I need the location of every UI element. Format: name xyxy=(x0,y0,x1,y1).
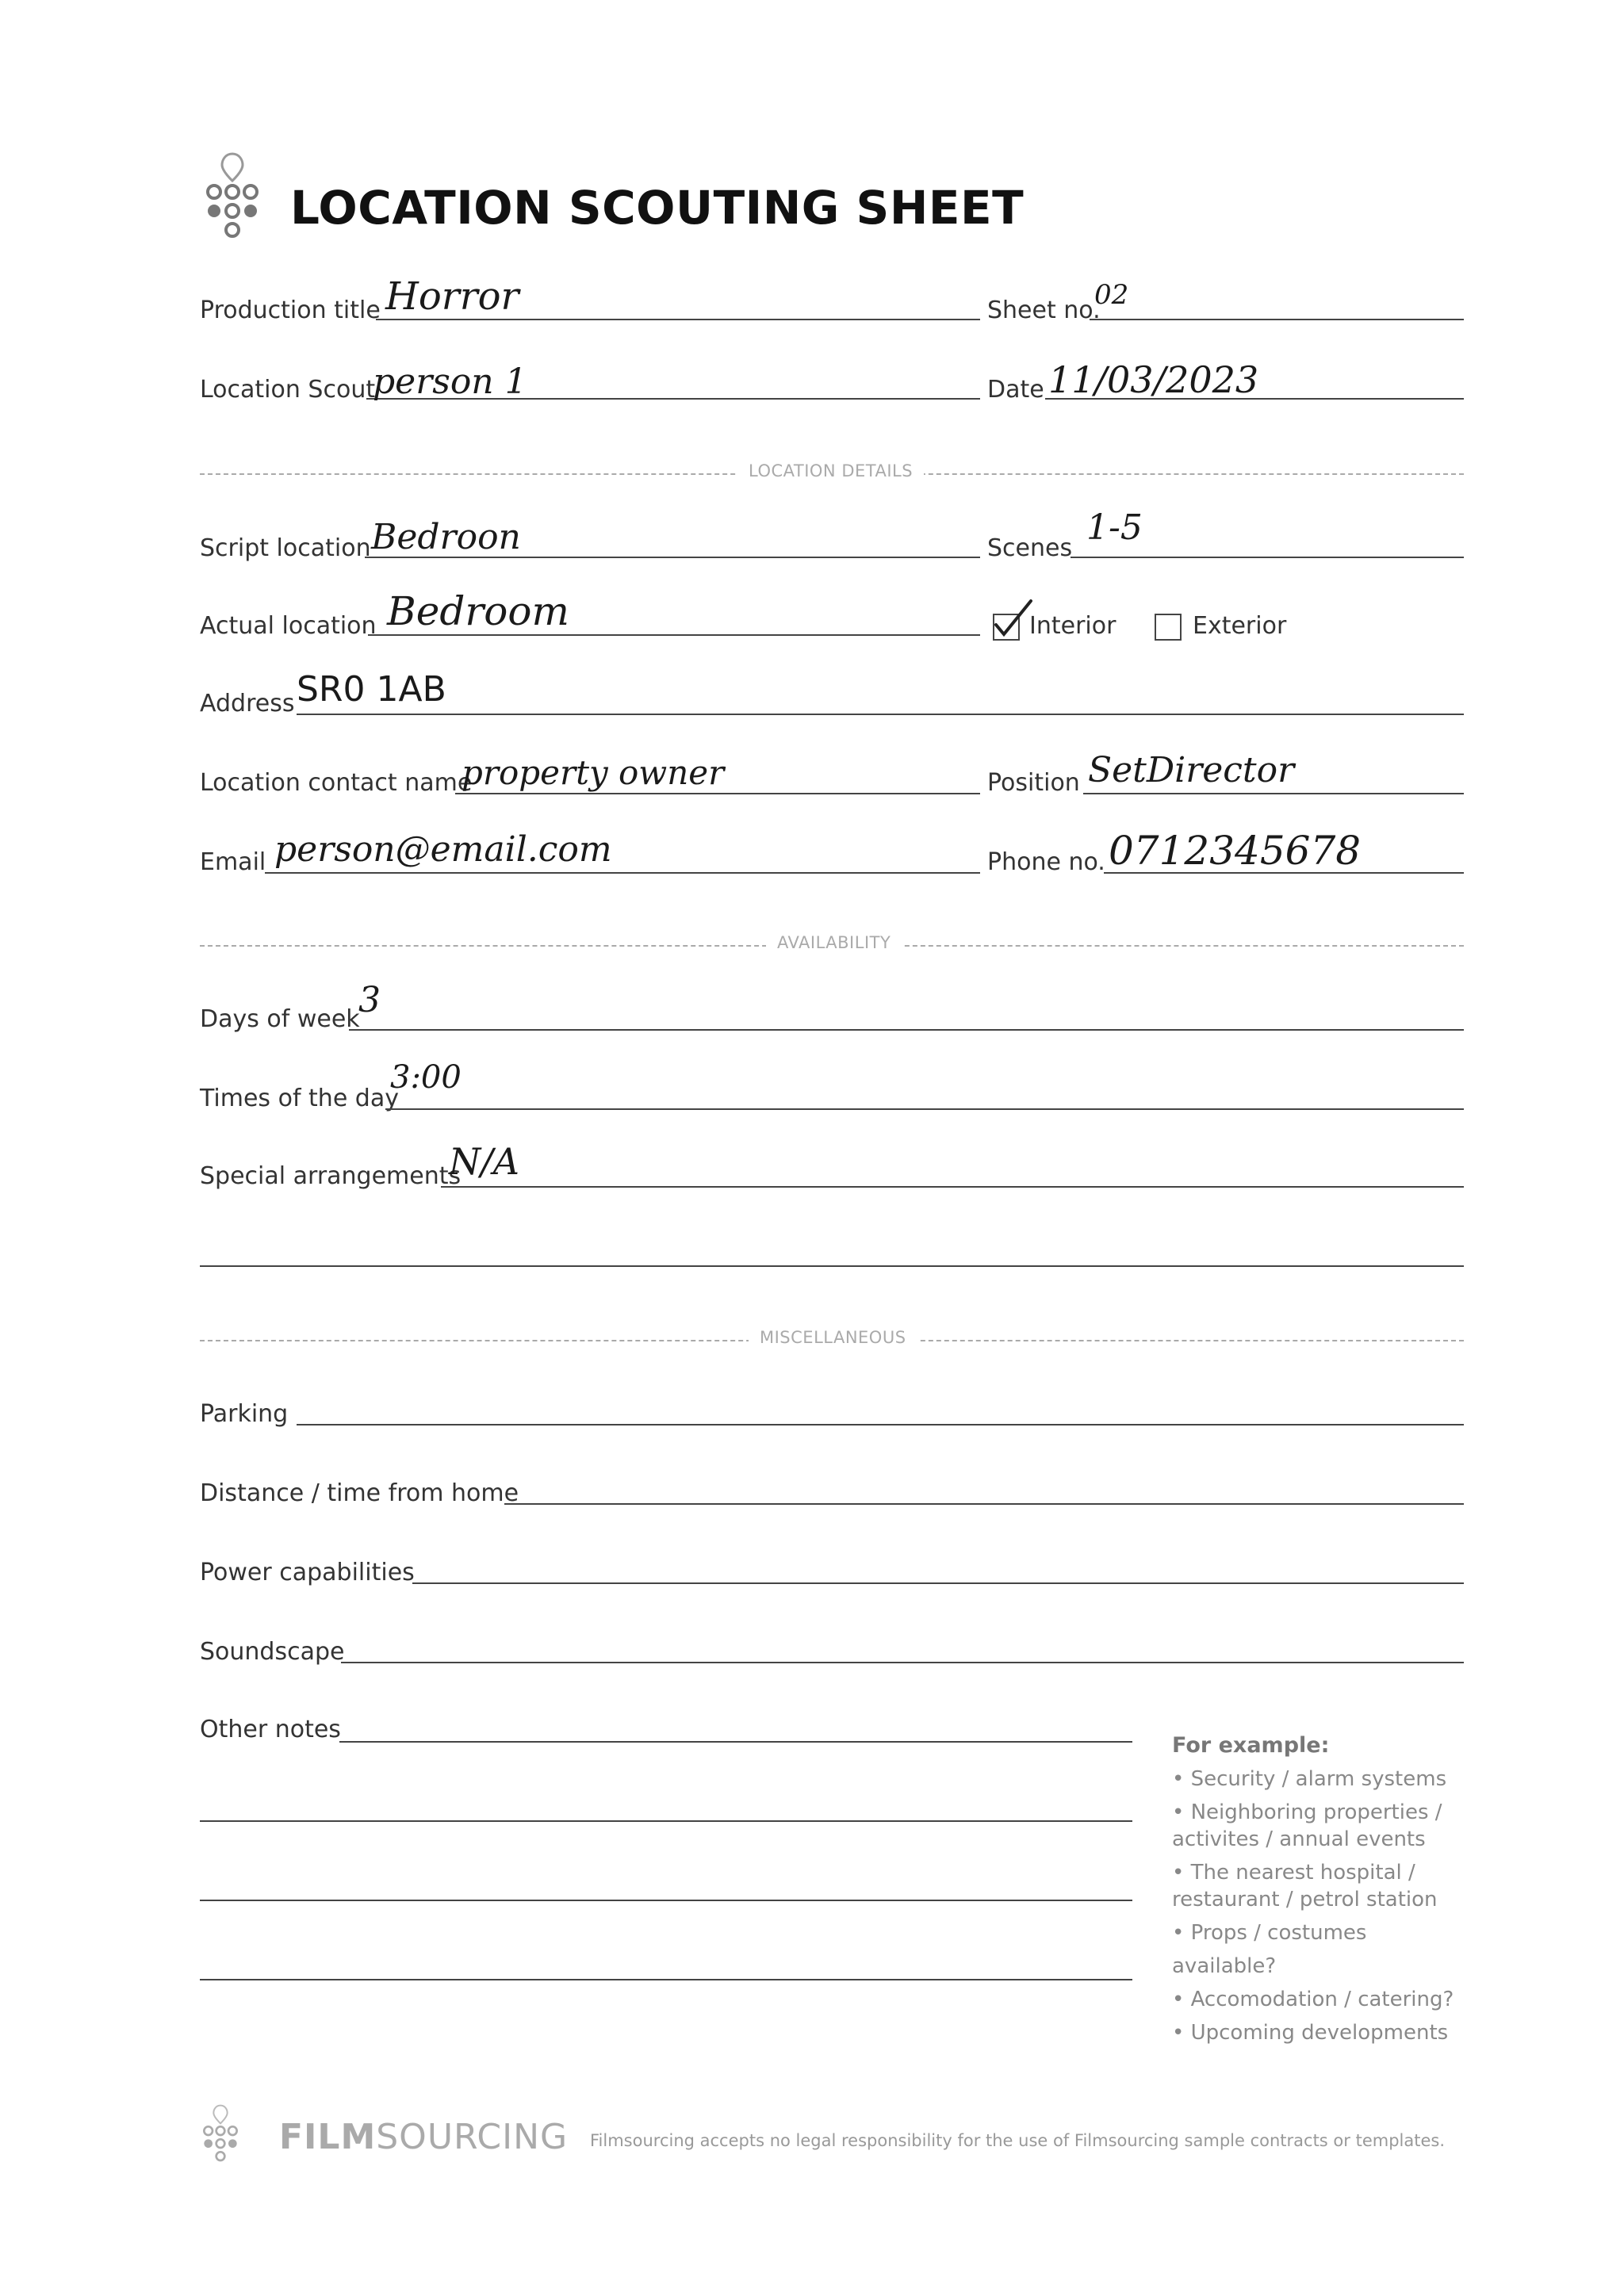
scenes-value: 1-5 xyxy=(1086,507,1143,548)
page-title: LOCATION SCOUTING SHEET xyxy=(290,181,1025,235)
actual-location-label: Actual location xyxy=(200,612,377,640)
footer-brand-bold: FILM xyxy=(279,2117,377,2157)
special-arrangements-value: N/A xyxy=(449,1140,519,1183)
example-item: • Props / costumes available? xyxy=(1172,1921,1367,1978)
example-item: • Security / alarm systems xyxy=(1172,1767,1447,1791)
contact-name-value: property owner xyxy=(462,753,725,792)
address-field[interactable] xyxy=(297,714,1464,715)
production-title-label: Production title xyxy=(200,297,381,324)
example-item: • The nearest hospital / xyxy=(1172,1861,1415,1885)
miscellaneous-heading: MISCELLANEOUS xyxy=(749,1328,917,1347)
special-arrangements-label: Special arrangements xyxy=(200,1162,462,1190)
email-field[interactable] xyxy=(265,872,980,874)
location-scout-label: Location Scout xyxy=(200,376,376,404)
footer-disclaimer: Filmsourcing accepts no legal responsibility for the use of Filmsourcing sample contracts or templates. xyxy=(590,2131,1445,2150)
days-of-week-field[interactable] xyxy=(349,1029,1464,1031)
exterior-checkbox[interactable] xyxy=(1155,614,1182,641)
examples-panel xyxy=(1172,1733,1473,2049)
other-notes-field[interactable] xyxy=(339,1741,1132,1743)
example-item: restaurant / petrol station xyxy=(1172,1888,1438,1911)
contact-name-field[interactable] xyxy=(455,793,980,794)
logo-icon xyxy=(197,151,268,246)
address-value: SR0 1AB xyxy=(297,669,446,710)
production-title-value: Horror xyxy=(385,274,519,319)
production-title-field[interactable] xyxy=(376,319,980,320)
actual-location-value: Bedroom xyxy=(387,588,569,634)
exterior-label: Exterior xyxy=(1193,612,1287,640)
other-notes-label: Other notes xyxy=(200,1716,341,1743)
example-item: activites / annual events xyxy=(1172,1827,1426,1851)
location-scout-value: person 1 xyxy=(373,362,527,402)
other-notes-field-line-2[interactable] xyxy=(200,1820,1132,1822)
sheet-no-field[interactable] xyxy=(1090,319,1464,320)
email-value: person@email.com xyxy=(274,829,612,870)
interior-label: Interior xyxy=(1029,612,1116,640)
email-label: Email xyxy=(200,848,266,876)
address-label: Address xyxy=(200,690,295,718)
phone-label: Phone no. xyxy=(987,848,1105,876)
availability-heading: AVAILABILITY xyxy=(766,933,902,952)
times-of-day-field[interactable] xyxy=(385,1108,1464,1110)
sheet-no-label: Sheet no. xyxy=(987,297,1101,324)
soundscape-label: Soundscape xyxy=(200,1638,345,1666)
scenes-label: Scenes xyxy=(987,534,1073,562)
script-location-label: Script location xyxy=(200,534,371,562)
other-notes-field-line-3[interactable] xyxy=(200,1900,1132,1901)
other-notes-field-line-4[interactable] xyxy=(200,1979,1132,1980)
parking-field[interactable] xyxy=(297,1424,1464,1425)
position-value: SetDirector xyxy=(1088,750,1295,790)
position-label: Position xyxy=(987,769,1080,797)
example-item: • Accomodation / catering? xyxy=(1172,1988,1454,2011)
date-label: Date xyxy=(987,376,1044,404)
special-arrangements-field[interactable] xyxy=(441,1186,1464,1188)
distance-field[interactable] xyxy=(504,1503,1464,1505)
examples-heading: For example: xyxy=(1172,1733,1330,1758)
times-of-day-value: 3:00 xyxy=(390,1059,462,1096)
script-location-value: Bedroon xyxy=(371,517,521,557)
special-arrangements-field-line-2[interactable] xyxy=(200,1265,1464,1267)
contact-name-label: Location contact name xyxy=(200,769,473,797)
distance-label: Distance / time from home xyxy=(200,1479,519,1507)
footer-brand-light: SOURCING xyxy=(376,2117,569,2157)
phone-value: 0712345678 xyxy=(1109,828,1362,874)
sheet-no-value: 02 xyxy=(1094,279,1129,311)
power-label: Power capabilities xyxy=(200,1559,415,1586)
actual-location-field[interactable] xyxy=(368,634,980,636)
parking-label: Parking xyxy=(200,1400,289,1428)
scenes-field[interactable] xyxy=(1071,557,1464,558)
footer-logo-icon xyxy=(197,2099,244,2171)
date-value: 11/03/2023 xyxy=(1048,358,1259,401)
example-item: • Upcoming developments xyxy=(1172,2021,1449,2045)
soundscape-field[interactable] xyxy=(341,1662,1464,1663)
power-field[interactable] xyxy=(412,1582,1464,1584)
days-of-week-label: Days of week xyxy=(200,1005,360,1033)
location-details-heading: LOCATION DETAILS xyxy=(737,461,924,480)
position-field[interactable] xyxy=(1083,793,1464,794)
days-of-week-value: 3 xyxy=(358,980,381,1020)
footer-brand xyxy=(279,2117,568,2157)
times-of-day-label: Times of the day xyxy=(200,1085,399,1112)
example-item: • Neighboring properties / xyxy=(1172,1800,1442,1824)
